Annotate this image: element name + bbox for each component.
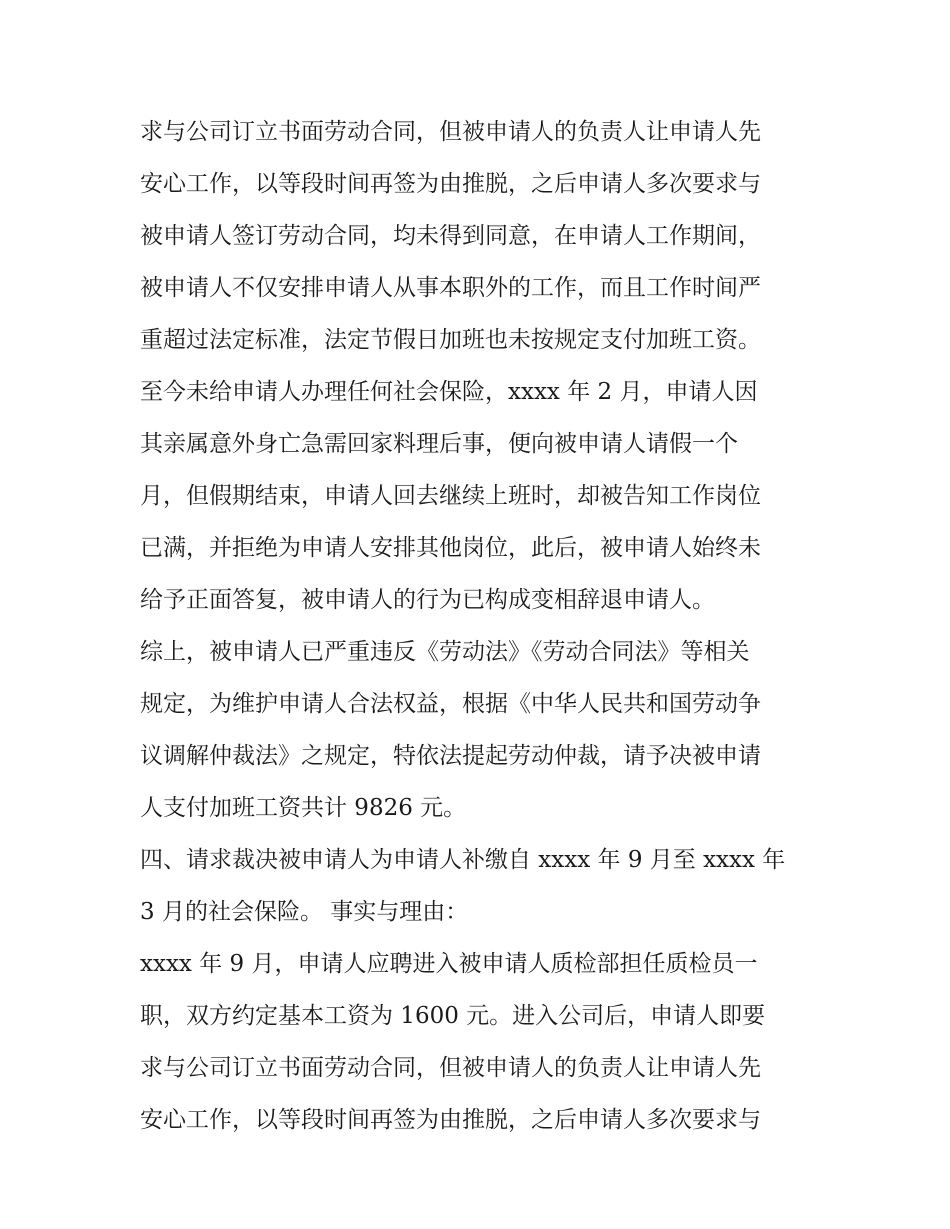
text-line: 3 月的社会保险。 事实与理由：: [140, 899, 469, 925]
text-line: 重超过法定标准，法定节假日加班也未按规定支付加班工资。: [140, 327, 761, 353]
text-line: 人支付加班工资共计 9826 元。: [140, 795, 467, 821]
text-line: xxxx 年 9 月，申请人应聘进入被申请人质检部担任质检员一: [140, 951, 758, 977]
document-body: [140, 106, 820, 1146]
text-line: 已满，并拒绝为申请人安排其他岗位，此后，被申请人始终未: [140, 535, 761, 561]
text-line: 至今未给申请人办理任何社会保险，xxxx 年 2 月，申请人因: [140, 379, 758, 405]
text-line: 求与公司订立书面劳动合同，但被申请人的负责人让申请人先: [140, 1055, 761, 1081]
text-line: 被申请人不仅安排申请人从事本职外的工作，而且工作时间严: [140, 275, 761, 301]
text-line: 给予正面答复，被申请人的行为已构成变相辞退申请人。: [140, 587, 715, 613]
text-line: 规定，为维护申请人合法权益，根据《中华人民共和国劳动争: [140, 691, 761, 717]
text-line: 求与公司订立书面劳动合同，但被申请人的负责人让申请人先: [140, 119, 761, 145]
text-line: 其亲属意外身亡急需回家料理后事，便向被申请人请假一个: [140, 431, 738, 457]
text-line: 职，双方约定基本工资为 1600 元。进入公司后，申请人即要: [140, 1003, 766, 1029]
text-line: 安心工作，以等段时间再签为由推脱，之后申请人多次要求与: [140, 171, 761, 197]
text-line: 综上，被申请人已严重违反《劳动法》《劳动合同法》等相关: [140, 639, 750, 665]
text-line: 被申请人签订劳动合同，均未得到同意，在申请人工作期间，: [140, 223, 761, 249]
text-line: 四、请求裁决被申请人为申请人补缴自 xxxx 年 9 月至 xxxx 年: [140, 847, 786, 873]
text-line: 安心工作，以等段时间再签为由推脱，之后申请人多次要求与: [140, 1107, 761, 1133]
text-line: 议调解仲裁法》之规定，特依法提起劳动仲裁，请予决被申请: [140, 743, 761, 769]
text-line: 月，但假期结束，申请人回去继续上班时，却被告知工作岗位: [140, 483, 761, 509]
